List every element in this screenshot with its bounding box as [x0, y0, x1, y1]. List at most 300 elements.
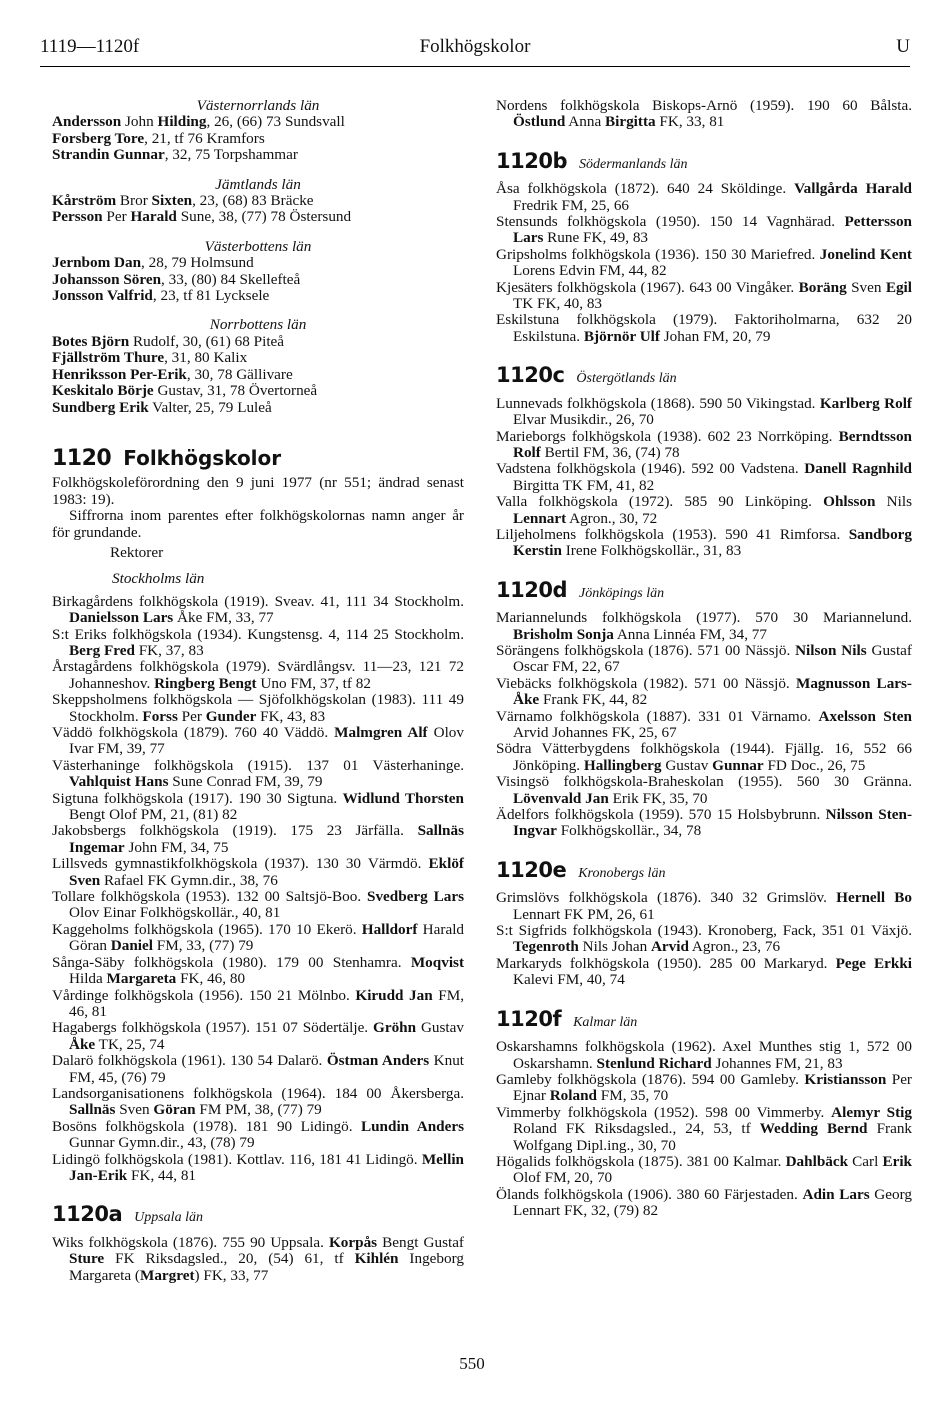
entry-text: Lennart FK PM, 26, 61	[513, 905, 655, 923]
entry-text: FK, 43, 83	[256, 707, 326, 725]
school-entry	[496, 923, 912, 956]
entry-text: Erik FK, 35, 70	[608, 789, 708, 807]
entry-text: Ölands folkhögskola (1906). 380 60 Färjestaden.	[496, 1185, 803, 1203]
section-1120c-heading	[496, 363, 912, 388]
entry-text: Anna Linnéa FM, 34, 77	[613, 625, 767, 643]
person-name: Lennart	[513, 509, 567, 527]
person-name: Ringberg Bengt	[154, 674, 257, 692]
school-entry	[52, 594, 464, 627]
entry-text: Rafael FK Gymn.dir., 38, 76	[100, 871, 278, 889]
person-name: Gunnar	[712, 756, 764, 774]
school-entry	[52, 823, 464, 856]
school-entry	[496, 890, 912, 923]
entry-text: Eskilstuna folkhögskola (1979). Faktoriholmarna, 632 20 Eskilstuna.	[496, 311, 912, 345]
entry-text: Valter, 25, 79 Luleå	[148, 398, 272, 416]
section-intro-note: Siffrorna inom parentes efter folkhögskolornas namn anger år för grundande.	[52, 507, 464, 541]
school-entry	[496, 774, 912, 807]
entry-text: Carl	[848, 1152, 883, 1170]
rector-entry	[52, 367, 464, 383]
school-entry	[52, 1235, 464, 1284]
entry-text: Åsa folkhögskola (1872). 640 24 Sköldinge.	[496, 180, 795, 198]
entry-text: Vimmerby folkhögskola (1952). 598 00 Vimmerby.	[496, 1103, 832, 1121]
entry-text: Olov Einar Folkhögskollär., 40, 81	[69, 904, 281, 922]
person-name: Lundin Anders	[360, 1117, 464, 1135]
person-name: Halldorf	[361, 920, 418, 938]
person-name: Sundberg Erik	[52, 398, 149, 416]
section-region: Jönköpings län	[578, 585, 665, 601]
person-name: Nilsson Sten-Ingvar	[513, 806, 912, 840]
entry-text: Bror	[116, 192, 152, 210]
person-name: Jonelind Kent	[819, 245, 912, 263]
entry-text: Johannes FM, 21, 83	[711, 1054, 843, 1072]
entry-text: Tollare folkhögskola (1953). 132 00 Saltsjö-Boo.	[52, 888, 368, 906]
person-name: Birgitta	[605, 113, 656, 131]
school-entry	[52, 889, 464, 922]
rector-entry	[52, 255, 464, 271]
section-number: 1120f	[496, 1006, 562, 1031]
entry-text: Olov Ivar FM, 39, 77	[69, 724, 464, 758]
school-entry	[52, 1086, 464, 1119]
school-entry	[496, 1072, 912, 1105]
entry-text: Lidingö folkhögskola (1981). Kottlav. 116, 181 41 Lidingö.	[52, 1150, 422, 1168]
section-number: 1120b	[496, 148, 567, 173]
entry-text: Väddö folkhögskola (1879). 760 40 Väddö.	[52, 724, 335, 741]
school-entry	[496, 807, 912, 840]
person-name: Svedberg Lars	[367, 888, 464, 906]
person-name: Boräng	[798, 278, 847, 296]
entry-text: FD Doc., 26, 75	[763, 756, 866, 774]
entry-text: Arvid Johannes FK, 25, 67	[513, 724, 677, 741]
person-name: Jernbom Dan	[52, 254, 142, 272]
person-name: Margret	[139, 1266, 195, 1284]
person-name: Henriksson Per-Erik	[52, 365, 187, 383]
person-name: Wedding Bernd	[759, 1120, 868, 1138]
school-entry	[496, 214, 912, 247]
school-entry	[52, 627, 464, 660]
entry-text: Bertil FM, 36, (74) 78	[540, 443, 680, 461]
person-name: Strandin Gunnar	[52, 146, 165, 164]
school-entry	[52, 856, 464, 889]
entry-text: FM, 35, 70	[596, 1087, 669, 1105]
person-name: Gunder	[205, 707, 257, 725]
person-name: Korpås	[328, 1233, 378, 1251]
person-name: Malmgren Alf	[334, 724, 428, 741]
entry-text: Bosöns folkhögskola (1978). 181 90 Lidingö.	[52, 1117, 361, 1135]
person-name: Botes Björn	[52, 332, 130, 350]
school-entry	[52, 1119, 464, 1152]
section-1120-heading	[52, 445, 464, 471]
entry-text: FK, 44, 81	[127, 1166, 197, 1184]
entry-text: , 33, (80) 84 Skellefteå	[161, 270, 301, 288]
person-name: Brisholm Sonja	[513, 625, 614, 643]
person-name: Vallgårda Harald	[794, 180, 912, 198]
region-heading: Västerbottens län	[204, 237, 312, 255]
entry-text: Rune FK, 49, 83	[543, 229, 649, 247]
section-title: Folkhögskolor	[123, 445, 282, 470]
entry-text: FK, 33, 81	[655, 113, 725, 131]
person-name: Magnusson Lars-Åke	[513, 674, 912, 709]
entry-text: FK, 46, 80	[176, 970, 246, 988]
person-name: Hilding	[157, 113, 207, 131]
school-entry	[52, 922, 464, 955]
school-entry	[496, 610, 912, 643]
person-name: Daniel	[110, 937, 153, 955]
section-number: 1120d	[496, 577, 567, 602]
region-heading: Jämtlands län	[215, 175, 301, 193]
person-name: Eklöf Sven	[69, 855, 464, 889]
entry-text: Agron., 23, 76	[688, 938, 781, 956]
person-name: Göran	[153, 1101, 196, 1119]
entry-text: Kjesäters folkhögskola (1967). 643 00 Vingåker.	[496, 278, 799, 296]
entry-text: Nordens folkhögskola Biskops-Arnö (1959). 190 60 Bålsta.	[496, 97, 912, 114]
entry-text: Kaggeholms folkhögskola (1965). 170 10 Ekerö.	[52, 920, 362, 938]
rector-entry	[52, 193, 464, 209]
header-page-range: 1119—1120f	[40, 36, 140, 57]
section-1120b-heading	[496, 148, 912, 173]
rector-entry	[52, 272, 464, 288]
section-number: 1120	[52, 445, 112, 471]
entry-text: Bengt Olof PM, 21, (81) 82	[69, 806, 238, 824]
school-list	[496, 890, 912, 988]
rector-entry	[52, 350, 464, 366]
person-name: Danielsson Lars	[69, 609, 174, 627]
person-name: Kihlén	[354, 1250, 399, 1268]
school-entry	[496, 280, 912, 313]
school-list	[52, 594, 464, 1185]
entry-text: John	[121, 113, 158, 131]
person-name: Sixten	[151, 192, 193, 210]
entry-text: Gustav	[416, 1019, 464, 1037]
school-entry	[52, 1152, 464, 1185]
page-number: 550	[459, 1354, 485, 1373]
entry-text: Uno FM, 37, tf 82	[256, 674, 371, 692]
person-name: Kirudd Jan	[355, 986, 433, 1004]
entry-text: Olof FM, 20, 70	[513, 1169, 613, 1187]
rector-entry	[52, 334, 464, 350]
school-entry	[496, 1039, 912, 1072]
school-entry	[496, 1187, 912, 1220]
person-name: Sandborg Kerstin	[513, 525, 912, 560]
person-name: Kårström	[52, 192, 117, 210]
rector-entry	[52, 131, 464, 147]
entry-text: S:t Eriks folkhögskola (1934). Kungstensg. 4, 114 25 Stockholm.	[52, 625, 464, 643]
region-heading: Norrbottens län	[209, 316, 307, 334]
entry-text: Gamleby folkhögskola (1876). 594 00 Gamleby.	[496, 1070, 805, 1088]
section-region: Kronobergs län	[578, 865, 666, 881]
school-entry	[496, 181, 912, 214]
school-entry	[52, 988, 464, 1021]
person-name: Moqvist	[410, 953, 464, 971]
entry-text: Årstagårdens folkhögskola (1979). Svärdlångsv. 11—23, 121 72 Johanneshov.	[52, 658, 464, 692]
person-name: Forss	[142, 707, 178, 725]
person-name: Berndtsson Rolf	[513, 427, 912, 461]
school-entry	[496, 643, 912, 676]
entry-text: FK, 37, 83	[134, 641, 204, 659]
entry-text: Elvar Musikdir., 26, 70	[513, 411, 654, 429]
person-name: Pettersson Lars	[513, 213, 912, 247]
region-heading: Västernorrlands län	[196, 97, 320, 114]
entry-text: Viebäcks folkhögskola (1982). 571 00 Nässjö.	[496, 674, 796, 692]
left-column	[52, 98, 464, 1284]
entry-text: Birgitta TK FM, 41, 82	[513, 476, 655, 494]
entry-text: , 23, (68) 83 Bräcke	[192, 192, 314, 210]
entry-text: Roland FK Riksdagsled., 24, 53, tf	[513, 1120, 760, 1138]
entry-text: , 31, 80 Kalix	[164, 349, 248, 367]
section-region: Östergötlands län	[576, 371, 677, 387]
person-name: Sture	[69, 1250, 105, 1268]
entry-text: Liljeholmens folkhögskola (1953). 590 41 Rimforsa.	[496, 525, 849, 543]
entry-text: Sven	[115, 1101, 154, 1119]
section-number: 1120c	[496, 363, 565, 388]
person-name: Jonsson Valfrid	[52, 287, 153, 305]
entry-text: Per	[177, 707, 206, 725]
entry-text: Johan FM, 20, 79	[659, 327, 771, 345]
entry-text: FM, 33, (77) 79	[152, 937, 254, 955]
entry-text: Skeppsholmens folkhögskola — Sjöfolkhögskolan (1983). 111 49 Stockholm.	[52, 691, 464, 725]
person-name: Dahlbäck	[785, 1152, 849, 1170]
person-name: Stenlund Richard	[596, 1054, 712, 1072]
person-name: Erik	[882, 1152, 912, 1170]
entry-text: Nils	[875, 493, 912, 511]
entry-text: Mariannelunds folkhögskola (1977). 570 30 Mariannelund.	[496, 609, 912, 627]
entry-text: , 30, 78 Gällivare	[186, 365, 293, 383]
section-intro: Folkhögskoleförordning den 9 juni 1977 (nr 551; ändrad senast 1983: 19).	[52, 474, 464, 508]
entry-text: Ingeborg Margareta (	[69, 1250, 464, 1284]
person-name: Karlberg Rolf	[819, 394, 912, 412]
person-name: Forsberg Tore	[52, 129, 145, 147]
school-entry	[496, 676, 912, 709]
entry-text: ) FK, 33, 77	[194, 1266, 269, 1284]
school-entry	[52, 659, 464, 692]
page-header	[40, 36, 910, 60]
person-name: Hallingberg	[583, 756, 662, 774]
rektorer-label: Rektorer	[110, 543, 164, 561]
entry-text: Vadstena folkhögskola (1946). 592 00 Vadstena.	[496, 460, 805, 478]
person-name: Margareta	[106, 970, 177, 988]
person-name: Widlund Thorsten	[342, 789, 464, 807]
school-list	[496, 396, 912, 560]
entry-text: Vårdinge folkhögskola (1956). 150 21 Mölnbo.	[52, 986, 356, 1004]
entry-text: Valla folkhögskola (1972). 585 90 Linköping.	[496, 493, 824, 511]
entry-text: Visingsö folkhögskola-Braheskolan (1955). 560 30 Gränna.	[496, 773, 912, 791]
entry-text: Jakobsbergs folkhögskola (1919). 175 23 Järfälla.	[52, 822, 418, 840]
rector-entry	[52, 209, 464, 225]
header-title: Folkhögskolor	[419, 36, 531, 57]
entry-text: Stensunds folkhögskola (1950). 150 14 Vagnhärad.	[496, 213, 845, 231]
entry-text: FM PM, 38, (77) 79	[195, 1101, 322, 1119]
entry-text: Lunnevads folkhögskola (1868). 590 50 Vikingstad.	[496, 394, 820, 412]
school-entry	[496, 709, 912, 742]
entry-text: Harald Göran	[69, 920, 465, 955]
school-list	[496, 610, 912, 840]
school-entry	[496, 956, 912, 989]
school-entry	[52, 725, 464, 758]
entry-text: , 21, tf 76 Kramfors	[144, 129, 265, 147]
entry-text: Sigtuna folkhögskola (1917). 190 30 Sigtuna.	[52, 789, 343, 807]
person-name: Östlund	[513, 113, 566, 131]
entry-text: Åke FM, 33, 77	[173, 609, 274, 627]
entry-text: Oskarshamns folkhögskola (1962). Axel Munthes stig 1, 572 00 Oskarshamn.	[496, 1038, 912, 1072]
person-name: Gröhn	[373, 1019, 417, 1037]
person-name: Berg Fred	[69, 641, 135, 659]
northern-rectors-list	[52, 98, 464, 416]
person-name: Björnör Ulf	[583, 327, 660, 345]
school-list	[52, 1235, 464, 1284]
person-name: Sallnäs	[69, 1101, 116, 1119]
entry-text: Hilda	[69, 970, 107, 988]
entry-text: John FM, 34, 75	[124, 838, 229, 856]
entry-text: Gustav	[661, 756, 713, 774]
person-name: Egil	[885, 278, 912, 296]
entry-text: Grimslövs folkhögskola (1876). 340 32 Grimslöv.	[496, 889, 837, 907]
school-entry	[52, 1053, 464, 1086]
school-entry	[496, 494, 912, 527]
entry-text: Per Ejnar	[513, 1070, 912, 1105]
school-entry	[496, 429, 912, 462]
entry-text: Frank FK, 44, 82	[539, 691, 648, 709]
person-name: Axelsson Sten	[818, 707, 912, 725]
school-entry	[496, 312, 912, 345]
school-entry	[496, 461, 912, 494]
person-name: Lövenvald Jan	[513, 789, 609, 807]
person-name: Harald	[130, 208, 177, 226]
entry-text: Agron., 30, 72	[566, 509, 658, 527]
entry-text: Högalids folkhögskola (1875). 381 00 Kalmar.	[496, 1152, 786, 1170]
school-entry	[496, 247, 912, 280]
entry-text: Knut FM, 45, (76) 79	[69, 1052, 465, 1086]
entry-text: Västerhaninge folkhögskola (1915). 137 01 Västerhaninge.	[52, 756, 464, 774]
entry-text: TK, 25, 74	[95, 1035, 165, 1053]
school-entry	[52, 791, 464, 824]
person-name: Kristiansson	[804, 1070, 887, 1088]
person-name: Keskitalo Börje	[52, 382, 154, 400]
entry-text: Per	[102, 208, 131, 226]
school-entry	[496, 1105, 912, 1154]
school-entry	[496, 527, 912, 560]
school-entry	[52, 955, 464, 988]
entry-text: Dalarö folkhögskola (1961). 130 54 Dalarö.	[52, 1052, 327, 1070]
entry-text: FK Riksdagsled., 20, (54) 61, tf	[104, 1250, 355, 1268]
entry-text: Nils Johan	[578, 938, 651, 956]
person-name: Arvid	[650, 938, 689, 956]
section-1120a-heading	[52, 1202, 464, 1227]
rector-entry	[52, 383, 464, 399]
person-name: Åke	[69, 1035, 96, 1053]
entry-text: Kalevi FM, 40, 74	[513, 971, 625, 989]
person-name: Östman Anders	[326, 1052, 430, 1070]
entry-text: Georg Lennart FK, 32, (79) 82	[513, 1185, 912, 1220]
person-name: Tegenroth	[513, 938, 579, 956]
entry-text: Sörängens folkhögskola (1876). 571 00 Nässjö.	[496, 641, 796, 659]
person-name: Johansson Sören	[52, 270, 162, 288]
entry-text: Gustav, 31, 78 Övertorneå	[153, 382, 318, 400]
person-name: Hernell Bo	[836, 889, 912, 907]
school-entry	[496, 98, 912, 131]
entry-text: Rudolf, 30, (61) 68 Piteå	[129, 332, 285, 350]
school-entry	[496, 741, 912, 774]
person-name: Danell Ragnhild	[804, 460, 912, 478]
header-letter: U	[896, 36, 910, 57]
entry-text: S:t Sigfrids folkhögskola (1943). Kronoberg, Fack, 351 01 Växjö.	[496, 922, 912, 940]
section-number: 1120a	[52, 1202, 123, 1227]
header-rule	[40, 66, 910, 67]
person-name: Roland	[549, 1087, 597, 1105]
entry-text: Värnamo folkhögskola (1887). 331 01 Värnamo.	[496, 707, 819, 725]
entry-text: Markaryds folkhögskola (1950). 285 00 Markaryd.	[496, 954, 836, 972]
school-entry	[52, 758, 464, 791]
person-name: Nilson Nils	[795, 641, 867, 659]
section-1120d-heading	[496, 577, 912, 602]
entry-text: Irene Folkhögskollär., 31, 83	[561, 542, 742, 560]
entry-text: , 28, 79 Holmsund	[141, 254, 254, 272]
entry-text: Folkhögskollär., 34, 78	[556, 822, 702, 840]
entry-text: Sune, 38, (77) 78 Östersund	[176, 208, 352, 226]
person-name: Andersson	[52, 113, 122, 131]
person-name: Ohlsson	[823, 493, 876, 511]
entry-text: TK FK, 40, 83	[513, 295, 603, 313]
entry-text: Fredrik FM, 25, 66	[513, 196, 630, 214]
entry-text: , 23, tf 81 Lycksele	[152, 287, 270, 305]
school-list	[496, 181, 912, 345]
entry-text: Gunnar Gymn.dir., 43, (78) 79	[69, 1134, 255, 1152]
entry-text: , 32, 75 Torpshammar	[164, 146, 298, 164]
person-name: Adin Lars	[802, 1185, 870, 1203]
school-entry	[52, 692, 464, 725]
entry-text: FM, 46, 81	[69, 986, 465, 1020]
section-number: 1120e	[496, 857, 567, 882]
entry-text: Anna	[565, 113, 605, 131]
school-entry	[496, 396, 912, 429]
person-name: Sallnäs Ingemar	[69, 822, 464, 856]
person-name: Alemyr Stig	[831, 1103, 912, 1121]
section-region: Uppsala län	[134, 1210, 203, 1226]
person-name: Vahlquist Hans	[69, 773, 169, 791]
entry-text: Landsorganisationens folkhögskola (1964). 184 00 Åkersberga.	[52, 1084, 464, 1102]
right-column	[496, 98, 912, 1220]
person-name: Pege Erkki	[835, 954, 912, 972]
person-name: Persson	[52, 208, 103, 226]
section-region: Kalmar län	[573, 1014, 638, 1030]
entry-text: Lillsveds gymnastikfolkhögskola (1937). 130 30 Värmdö.	[52, 855, 429, 873]
entry-text: Hagabergs folkhögskola (1957). 151 07 Södertälje.	[52, 1019, 374, 1037]
entry-text: Södra Vätterbygdens folkhögskola (1944). Fjällg. 16, 552 66 Jönköping.	[496, 740, 912, 774]
entry-text: Ädelfors folkhögskola (1959). 570 15 Holsbybrunn.	[496, 806, 826, 824]
rector-entry	[52, 114, 464, 130]
school-entry	[52, 1020, 464, 1053]
section-1120f-heading	[496, 1006, 912, 1031]
entry-text: , 26, (66) 73 Sundsvall	[206, 113, 345, 131]
rector-entry	[52, 288, 464, 304]
entry-text: Birkagårdens folkhögskola (1919). Sveav. 41, 111 34 Stockholm.	[52, 592, 464, 610]
school-list	[496, 98, 912, 131]
entry-text: Wiks folkhögskola (1876). 755 90 Uppsala.	[52, 1233, 329, 1251]
school-entry	[496, 1154, 912, 1187]
section-1120e-heading	[496, 857, 912, 882]
entry-text: Gustaf Oscar FM, 22, 67	[513, 641, 912, 676]
entry-text: Lorens Edvin FM, 44, 82	[513, 262, 667, 280]
entry-text: Sånga-Säby folkhögskola (1980). 179 00 Stenhamra.	[52, 953, 411, 971]
rector-entry	[52, 400, 464, 416]
entry-text: Sven	[846, 278, 886, 296]
entry-text: Bengt Gustaf	[377, 1233, 464, 1251]
person-name: Mellin Jan-Erik	[69, 1150, 464, 1184]
region-heading: Stockholms län	[112, 570, 205, 588]
school-list	[496, 1039, 912, 1219]
entry-text: Gripsholms folkhögskola (1936). 150 30 Mariefred.	[496, 245, 820, 263]
entry-text: Frank Wolfgang Dipl.ing., 30, 70	[513, 1120, 913, 1154]
entry-text: Sune Conrad FM, 39, 79	[168, 773, 323, 791]
entry-text: Marieborgs folkhögskola (1938). 602 23 Norrköping.	[496, 427, 839, 445]
